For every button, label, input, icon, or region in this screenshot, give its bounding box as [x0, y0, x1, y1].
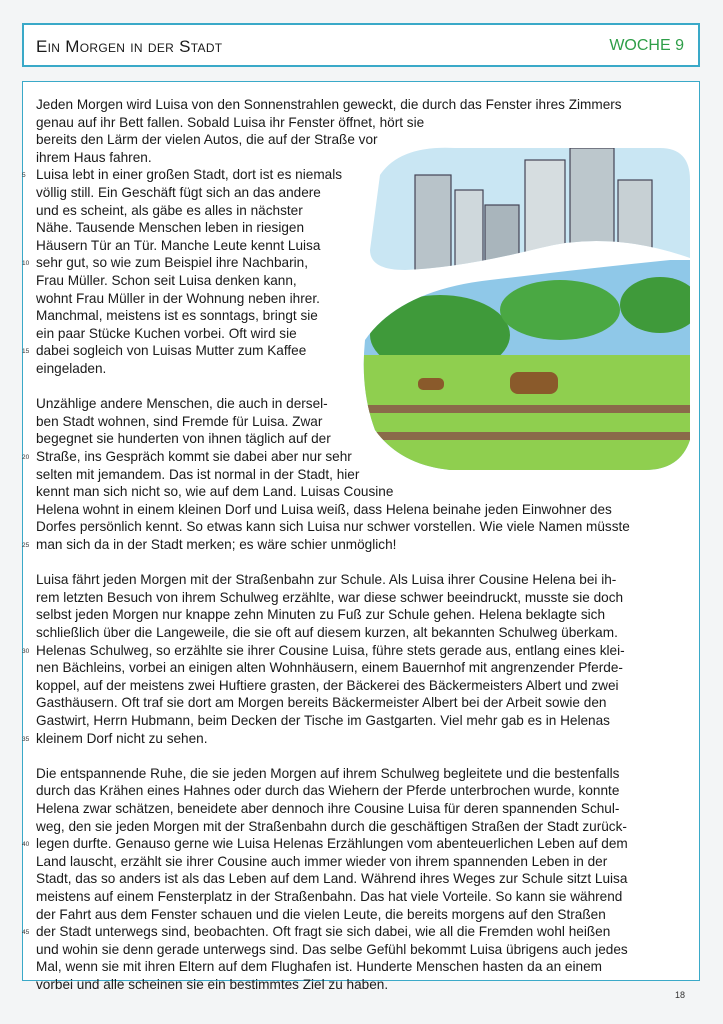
text-line: und es scheint, als gäbe es alles in nächster — [36, 202, 303, 218]
city-skyline-and-pasture-horses-illustration — [360, 140, 690, 470]
text-line: begegnet sie hunderten von ihnen täglich auf der — [36, 431, 331, 447]
text-line: legen durfte. Genauso gerne wie Luisa Helenas Erzählungen vom abenteuerlichen Leben auf dem — [36, 836, 628, 852]
text-line: Luisa fährt jeden Morgen mit der Straßenbahn zur Schule. Als Luisa ihrer Cousine Helena bei ih- — [36, 572, 617, 588]
line-number: 15 — [22, 348, 30, 356]
text-line: kennt man sich nicht so, wie auf dem Land. Luisas Cousine — [36, 484, 394, 500]
text-line: Dorfes persönlich kennt. So etwas kann sich Luisa nur schwer vorstellen. Wie viele Namen müsste — [36, 519, 630, 535]
text-line: Gastwirt, Herrn Hubmann, beim Decken der Tische im Gastgarten. Viel mehr gab es in Helenas — [36, 713, 610, 728]
line-number: 35 — [22, 735, 30, 743]
line-number: 45 — [22, 929, 30, 937]
line-number: 30 — [22, 647, 30, 655]
text-line: Die entspannende Ruhe, die sie jeden Morgen auf ihrem Schulweg begleitete und die bestenfalls — [36, 765, 620, 781]
text-line: rem letzten Besuch von ihrem Schulweg erzählte, war diese schwer beeindruckt, musste sie doch — [36, 589, 624, 605]
text-line: Unzählige andere Menschen, die auch in dersel- — [36, 396, 328, 412]
text-line: koppel, auf der meistens zwei Huftiere grasten, der Bäckerei des Bäckermeisters Albert und zwei — [36, 677, 619, 693]
text-line: Stadt, das so anders ist als das Leben auf dem Land. Während ihres Weges zur Schule sitzt Luisa — [36, 871, 628, 887]
text-line: der Fahrt aus dem Fenster schauen und die vielen Leute, die bereits morgens auf den Straßen — [36, 906, 606, 922]
text-line: ein paar Stücke Kuchen vorbei. Oft wird sie — [36, 325, 297, 341]
text-line: Helenas Schulweg, so erzählte sie ihrer Cousine Luisa, führe stets gerade aus, entlang eines klei- — [36, 642, 625, 658]
text-line: man sich da in der Stadt merken; es wäre schier unmöglich! — [36, 537, 397, 552]
text-line: bereits den Lärm der vielen Autos, die auf der Straße vor — [36, 132, 378, 148]
text-line: genau auf ihr Bett fallen. Sobald Luisa ihr Fenster öffnet, hört sie — [36, 114, 425, 130]
text-line: Gasthäusern. Oft traf sie dort am Morgen bereits Bäckermeister Albert bei der Arbeit sowie den — [36, 695, 607, 711]
text-line: völlig still. Ein Geschäft fügt sich an das andere — [36, 185, 321, 200]
text-line: nen Bächleins, vorbei an einigen alten Wohnhäusern, einem Bauernhof mit angrenzender Pferde- — [36, 660, 623, 676]
text-line: und wohin sie denn gerade unterwegs sind. Das selbe Gefühl bekommt Luisa übrigens auch jedes — [36, 941, 628, 957]
text-line: durch das Krähen eines Hahnes oder durch das Wiehern der Pferde unterbrochen wurde, konnte — [36, 783, 620, 799]
line-number: 40 — [22, 841, 30, 849]
text-line: sehr gut, so wie zum Beispiel ihre Nachbarin, — [36, 255, 309, 271]
text-line: Mal, wenn sie mit ihren Eltern auf dem Flughafen ist. Hunderte Menschen hasten da an einem — [36, 959, 602, 975]
text-line: ihrem Haus fahren. — [36, 149, 152, 165]
text-line: der Stadt unterwegs sind, beobachten. Oft fragt sie sich dabei, wie all die Fremden wohl heißen — [36, 924, 611, 940]
text-line: selten mit jemandem. Das ist normal in der Stadt, hier — [36, 466, 360, 482]
text-line: Frau Müller. Schon seit Luisa denken kann, — [36, 273, 297, 288]
page-title: Ein Morgen in der Stadt — [36, 37, 223, 56]
text-line: Manchmal, meistens ist es sonntags, bringt sie — [36, 308, 318, 324]
text-line: meistens auf einem Fensterplatz in der Straßenbahn. Das hat viele Vorteile. So kann sie während — [36, 889, 623, 904]
text-line: Jeden Morgen wird Luisa von den Sonnenstrahlen geweckt, die durch das Fenster ihres Zimmers — [36, 97, 622, 112]
line-number: 10 — [22, 260, 30, 268]
line-number: 5 — [22, 172, 26, 180]
text-line: Nähe. Tausende Menschen leben in riesigen — [36, 220, 305, 236]
text-line: eingeladen. — [36, 361, 107, 376]
text-line: Luisa lebt in einer großen Stadt, dort ist es niemals — [36, 167, 343, 183]
text-line: ben Stadt wohnen, sind Fremde für Luisa. Zwar — [36, 413, 323, 429]
week-label: WOCHE 9 — [609, 37, 684, 54]
page-number: 18 — [674, 990, 685, 1000]
text-line: weg, den sie jeden Morgen mit der Straßenbahn durch die geschäftigen Straßen der Stadt zurück- — [36, 818, 627, 834]
text-line: wohnt Frau Müller in der Wohnung neben ihrer. — [36, 290, 320, 306]
page-header — [22, 23, 700, 67]
line-number: 25 — [22, 542, 30, 549]
text-line: Land lauscht, erzählt sie ihrer Cousine auch immer wieder von ihrem spannenden Leben in der — [36, 853, 608, 869]
line-number: 20 — [22, 454, 30, 461]
text-line: kleinem Dorf nicht zu sehen. — [36, 730, 208, 746]
text-line: schließlich über die Langeweile, die sie oft auf diesem kurzen, alt bekannten Schulweg überkam. — [36, 625, 618, 640]
text-line: dabei sogleich von Luisas Mutter zum Kaffee — [36, 343, 307, 359]
text-line: Straße, ins Gespräch kommt sie dabei aber nur sehr — [36, 449, 352, 464]
text-line: Helena wohnt in einem kleinen Dorf und Luisa weiß, dass Helena beinahe jeden Einwohner des — [36, 501, 612, 517]
text-line: selbst jeden Morgen nur knappe zehn Minuten zu Fuß zur Schule gehen. Helena beklagte sich — [36, 607, 606, 623]
text-line: Helena zwar schätzen, beneidete aber dennoch ihre Cousine Luisa für deren spannenden Schul- — [36, 801, 620, 816]
text-line: Häusern Tür an Tür. Manche Leute kennt Luisa — [36, 237, 321, 253]
text-line: vorbei und alle scheinen sie ein bestimmtes Ziel zu haben. — [36, 977, 389, 992]
